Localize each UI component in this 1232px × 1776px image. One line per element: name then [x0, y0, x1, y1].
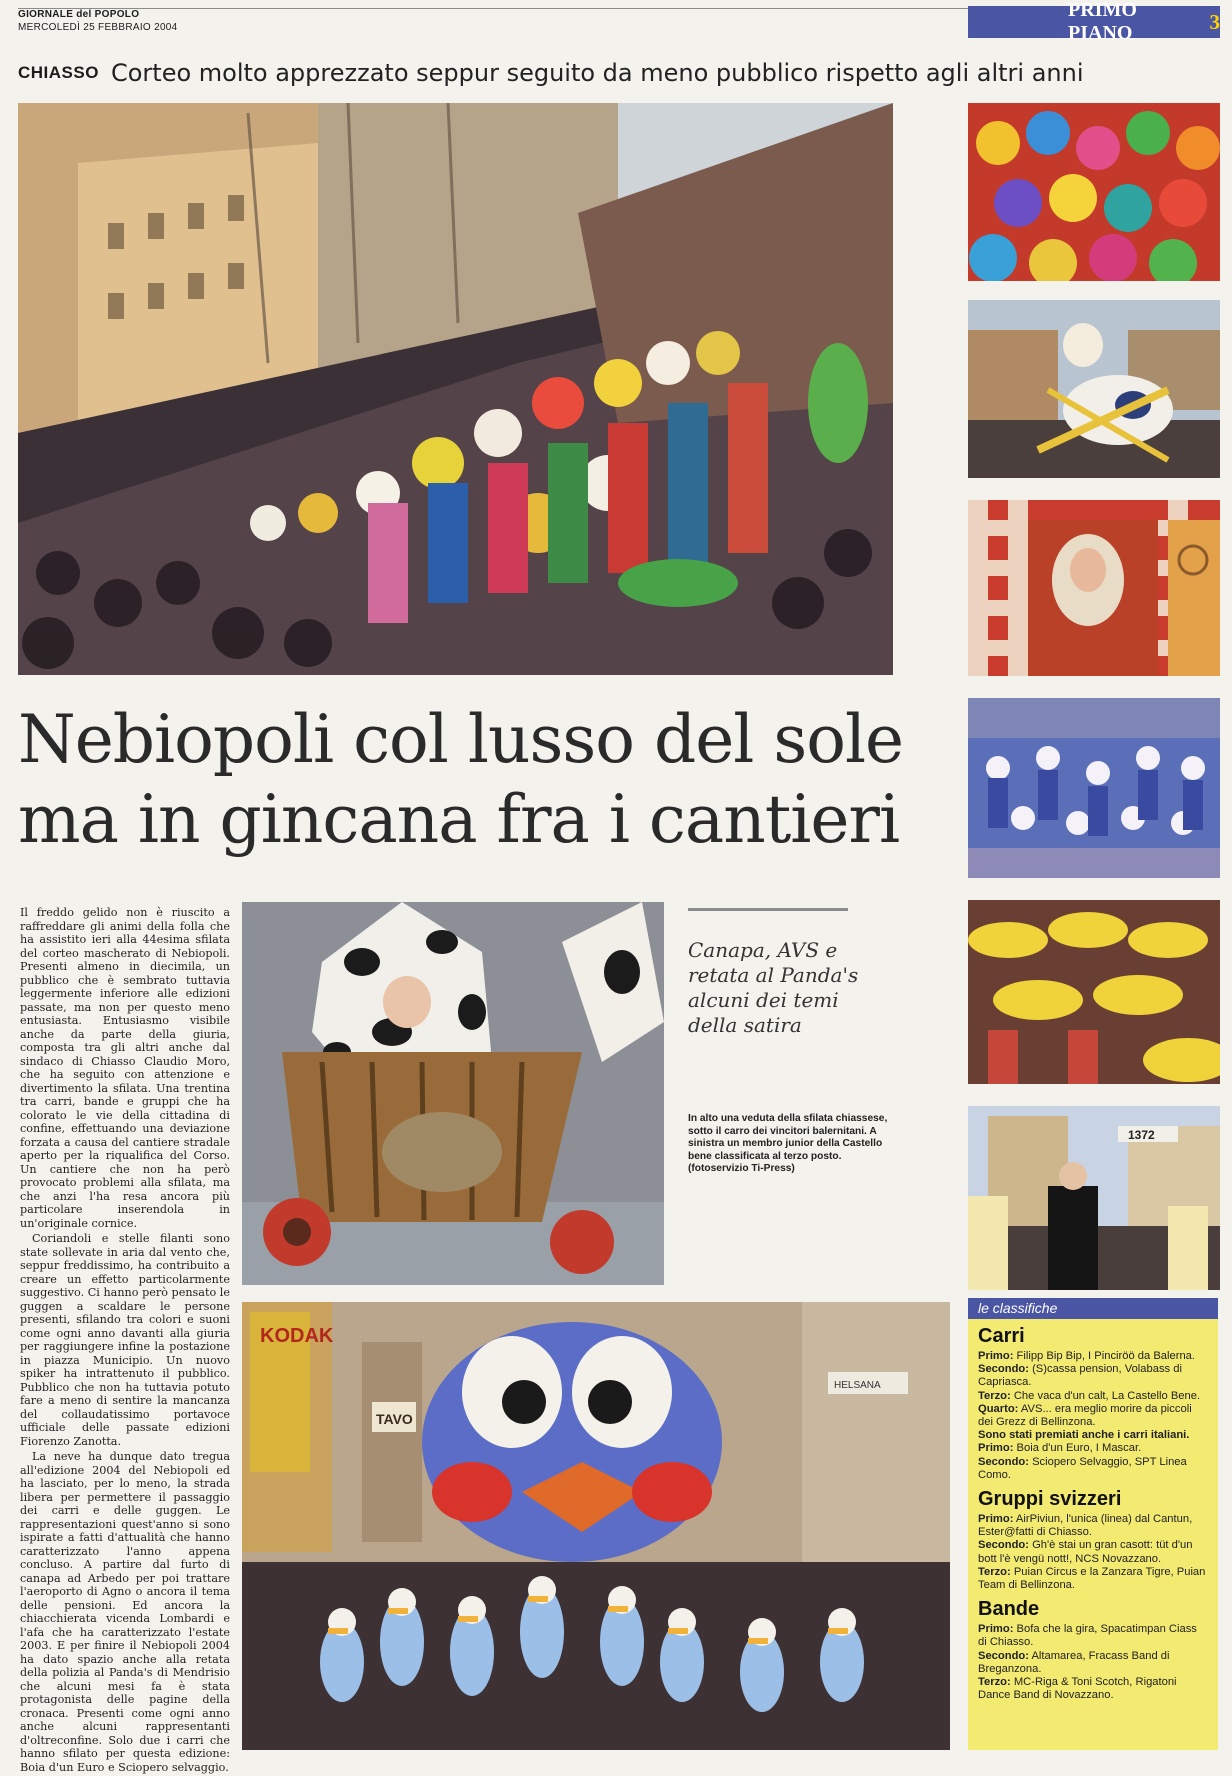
standings-entry: Sono stati premiati anche i carri italiani.	[978, 1429, 1190, 1442]
float-photo	[968, 300, 1220, 478]
section-tab	[968, 0, 1220, 44]
kicker-text: Corteo molto apprezzato seppur seguito da meno pubblico rispetto agli altri anni	[110, 59, 1084, 87]
article-body	[20, 906, 230, 1776]
pullquote: Canapa, AVS e retata al Panda's alcuni dei temi della satira	[688, 938, 859, 1037]
standings-box	[968, 1298, 1218, 1750]
child-costume-photo	[242, 902, 664, 1285]
yellow-umbrellas-photo	[968, 900, 1220, 1084]
standings-section-title: Carri	[978, 1325, 1025, 1347]
headline-line-2: ma in gincana fra i cantieri	[18, 781, 900, 858]
umbrellas-photo	[968, 103, 1220, 281]
standings-entry: Quarto: AVS... era meglio morire da piccoli dei Grezz di Bellinzona.	[978, 1402, 1192, 1429]
band-leader-photo	[968, 1106, 1220, 1290]
standings-entry: Terzo: MC-Riga & Toni Scotch, Rigatoni Dance Band di Novazzano.	[978, 1676, 1177, 1702]
gingham-costume-photo	[968, 500, 1220, 676]
standings-entry: Primo: AirPiviun, l'unica (linea) dal Cantun, Ester@fatti di Chiasso.	[978, 1513, 1193, 1539]
standings-header: le classifiche	[968, 1298, 1218, 1319]
standings-entry: Secondo: Gh'è stai un gran casott: tüt d'un bott l'è vengü nott!, NCS Novazzano.	[978, 1539, 1193, 1565]
standings-section-title: Bande	[978, 1598, 1040, 1621]
standings-entry: Terzo: Puian Circus e la Zanzara Tigre, Puian Team di Bellinzona.	[978, 1565, 1206, 1592]
page-number: 3	[1209, 9, 1220, 34]
kicker-location: CHIASSO	[18, 63, 99, 82]
photo-caption: In alto una veduta della sfilata chiassese, sotto il carro dei vincitori balernitani. A sinistra un membro junior della Castello bene classificata al terzo posto. (fotoservizio Ti-Press)	[688, 1113, 888, 1174]
standings-entry: Secondo: (S)cassa pension, Volabass di Capriasca.	[978, 1363, 1182, 1389]
standings-entry: Primo: Filipp Bip Bip, I Pinciröö da Balerna.	[978, 1350, 1196, 1362]
standings-entry: Primo: Boia d'un Euro, I Mascar.	[978, 1442, 1142, 1455]
standings-entry: Secondo: Altamarea, Fracass Band di Breganzona.	[978, 1649, 1170, 1675]
article-paragraph: Coriandoli e stelle filanti sono state sollevate in aria dal vento che, seppur freddissimo, ha contribuito a creare un effetto particolarmente suggestivo. Ci hanno però pensato le guggen a scaldare le persone presenti, sfilando tra colori e suoni come ogni anno davanti alla giuria per raggiungere infine la postazione in piazza Municipio. Un nuovo spiker ha intrattenuto il pubblico. Pubblico che non ha tuttavia potuto fare a meno di sentire la mancanza del collaudatissimo portavoce ufficiale delle passate edizioni Fiorenzo Zanotta.	[20, 1232, 230, 1448]
article-paragraph: Il freddo gelido non è riuscito a raffreddare gli animi della folla che ha assistito ieri alla 44esima sfilata del corteo mascherato di Nebiopoli. Presenti almeno in diecimila, un pubblico che è sembrato tuttavia leggermente inferiore alle edizioni passate, ma non per questo meno entusiasta. Entusiasmo visibile anche da parte della giuria, composta tra gli altri anche dal sindaco di Chiasso Claudio Moro, che ha seguito con attenzione e divertimento la sfilata. Una trentina tra carri, bande e gruppi che ha colorato le vie della cittadina di confine, effettuando una deviazione forzata a causa del cantiere stradale aperto per la riqualifica del Corso. Un cantiere che non ha però provocato problemi alla sfilata, ma che anzi l'ha resa ancora più particolare inserendola in un'originale cornice.	[20, 906, 230, 1230]
helsana-sign: HELSANA	[834, 1380, 881, 1391]
standings-section-title: Gruppi svizzeri	[978, 1488, 1122, 1511]
pullquote-rule	[688, 908, 848, 911]
section-label: PRIMO PIANO	[1068, 0, 1137, 44]
kicker-bar	[18, 58, 1218, 88]
blue-costumes-photo	[968, 698, 1220, 878]
winning-float-photo	[242, 1302, 950, 1750]
masthead	[18, 8, 178, 34]
main-parade-photo	[18, 103, 893, 675]
standings-entry: Terzo: Che vaca d'un calt, La Castello Bene.	[978, 1389, 1201, 1402]
headline-line-1: Nebiopoli col lusso del sole	[18, 701, 904, 778]
issue-date: MERCOLEDÌ 25 FEBBRAIO 2004	[18, 22, 178, 33]
standings-entry: Secondo: Sciopero Selvaggio, SPT Linea Como.	[978, 1455, 1187, 1481]
headline	[18, 700, 948, 860]
standings-entry: Primo: Bofa che la gira, Spacatimpan Ciass di Chiasso.	[978, 1623, 1197, 1649]
kodak-sign: KODAK	[260, 1325, 334, 1347]
paper-name: GIORNALE del POPOLO	[18, 9, 140, 20]
article-paragraph: La neve ha dunque dato tregua all'edizione 2004 del Nebiopoli ed ha lasciato, per lo meno, la strada libera per permettere il passaggio dei carri e delle guggen. Le rappresentazioni quest'anno si sono ispirate a fatti d'attualità che hanno caratterizzato l'anno appena concluso. A partire dal furto di canapa ad Arbedo per poi trattare l'aeroporto di Agno o ancora il tema delle pensioni. Ed ancora la chiacchierata vicenda Lombardi e l'afa che ha caratterizzato l'estate 2003. E per finire il Nebiopoli 2004 ha dato spazio anche alla retata della polizia al Panda's di Mendrisio che alcuni mesi fa è stata protagonista delle pagine della cronaca. Presenti come ogni anno anche alcuni rappresentanti d'oltreconfine. Solo due i carri che hanno sfilato per questa edizione: Boia d'un Euro e Sciopero selvaggio.	[20, 1450, 230, 1774]
banner-number: 1372	[1128, 1128, 1155, 1142]
tavo-sign: TAVO	[376, 1411, 413, 1427]
